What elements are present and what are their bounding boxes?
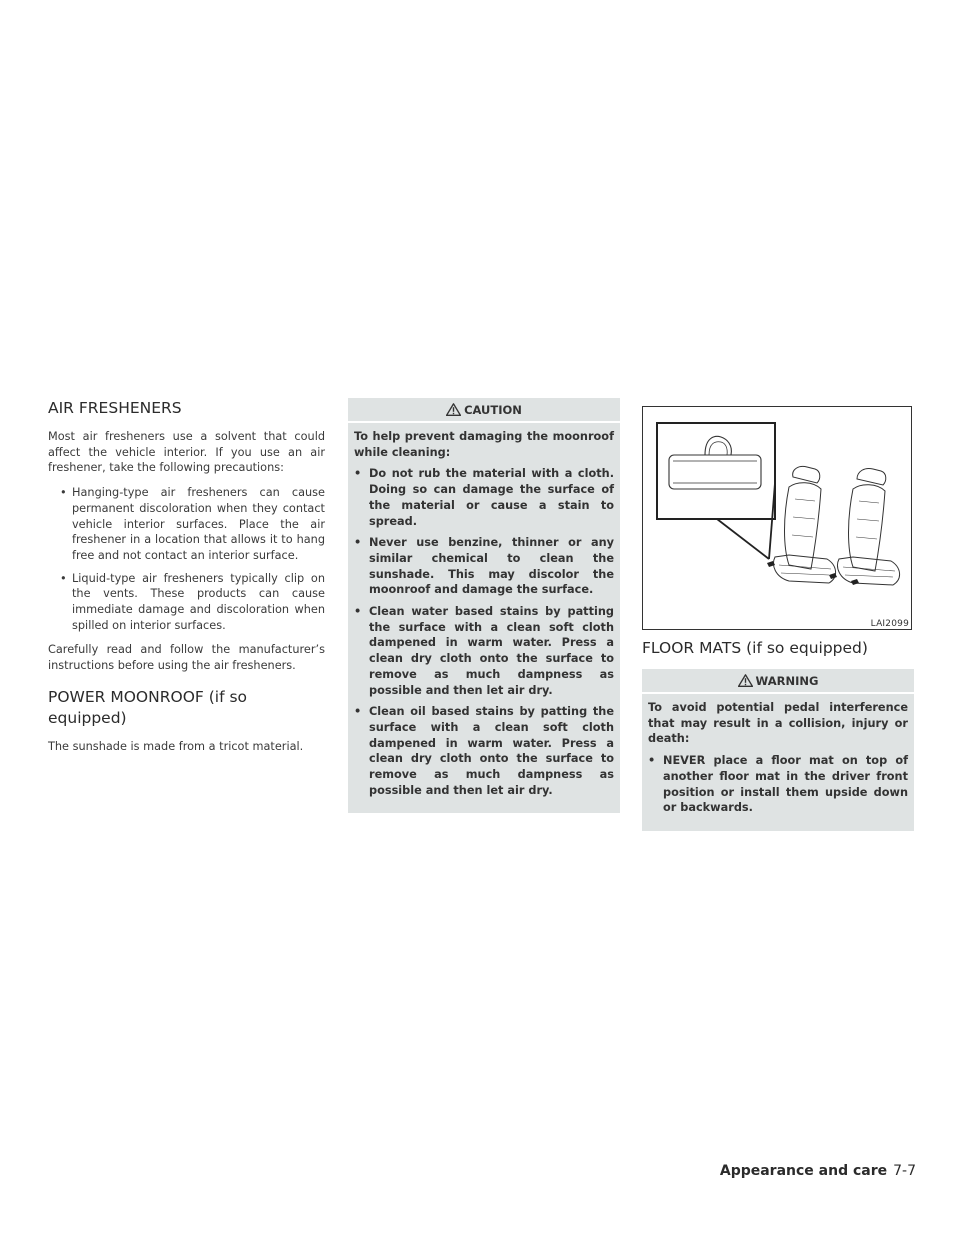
bullet: •	[60, 486, 67, 500]
bullet: •	[354, 467, 362, 481]
list-item: • Clean water based stains by patting the surface with a clean soft cloth dampened in warm water. Press a clean dry cloth onto the surface to remove as much dampness as possible and then let air dry.	[354, 605, 614, 697]
caution-box	[348, 398, 620, 813]
floor-mat-figure	[642, 406, 912, 630]
list-item: • NEVER place a floor mat on top of another floor mat in the driver front position or install them upside down or backwards.	[648, 754, 908, 815]
air-fresheners-heading: AIR FRESHENERS	[48, 399, 182, 417]
seats-illustration	[643, 407, 913, 631]
warning-triangle-icon	[738, 674, 753, 687]
column-left	[48, 398, 325, 764]
warning-list	[648, 753, 908, 816]
bullet: •	[354, 536, 362, 550]
warning-box	[642, 669, 914, 831]
air-fresheners-closing: Carefully read and follow the manufacturer’s instructions before using the air fresheners.	[48, 643, 325, 673]
warning-lead: To avoid potential pedal interference that may result in a collision, injury or death:	[648, 701, 908, 746]
power-moonroof-text: The sunshade is made from a tricot material.	[48, 739, 304, 753]
footer-section-title: Appearance and care	[719, 1163, 888, 1179]
bullet: •	[354, 705, 362, 719]
caution-header	[348, 398, 620, 423]
list-item: • Clean oil based stains by patting the surface with a clean soft cloth dampened in warm water. Press a clean dry cloth onto the surface to remove as much dampness as possible and then let air dry.	[354, 705, 614, 797]
air-fresheners-list	[48, 485, 325, 633]
list-item: • Do not rub the material with a cloth. Doing so can damage the surface of the material or cause a stain to spread.	[354, 467, 614, 528]
warning-title: WARNING	[755, 673, 819, 688]
caution-lead: To help prevent damaging the moonroof while cleaning:	[354, 430, 614, 459]
list-item: • Never use benzine, thinner or any similar chemical to clean the sunshade. This may discolor the moonroof and damage the surface.	[354, 536, 614, 597]
warning-triangle-icon	[446, 403, 461, 416]
column-middle	[348, 398, 620, 813]
floor-mats-heading: FLOOR MATS (if so equipped)	[642, 639, 868, 657]
caution-title: CAUTION	[464, 402, 522, 417]
list-item: • Liquid-type air fresheners typically clip on the vents. These products can cause immediate damage and discoloration when spilled on interior surfaces.	[60, 571, 325, 632]
bullet: •	[60, 571, 67, 585]
column-right	[642, 398, 914, 831]
list-item: • Hanging-type air fresheners can cause permanent discoloration when they contact vehicle interior surfaces. Place the air freshener in a location that allows it to hang free and not contact an interior surface.	[60, 486, 325, 562]
page-number: 7-7	[893, 1163, 916, 1179]
figure-code: LAI2099	[870, 619, 909, 629]
page-footer	[720, 1163, 916, 1179]
warning-header	[642, 669, 914, 694]
power-moonroof-heading: POWER MOONROOF (if so equipped)	[48, 687, 248, 727]
bullet: •	[648, 754, 656, 768]
bullet: •	[354, 605, 362, 619]
air-fresheners-intro: Most air fresheners use a solvent that could affect the vehicle interior. If you use an air freshener, take the following precautions:	[48, 430, 325, 475]
caution-list	[354, 466, 614, 798]
